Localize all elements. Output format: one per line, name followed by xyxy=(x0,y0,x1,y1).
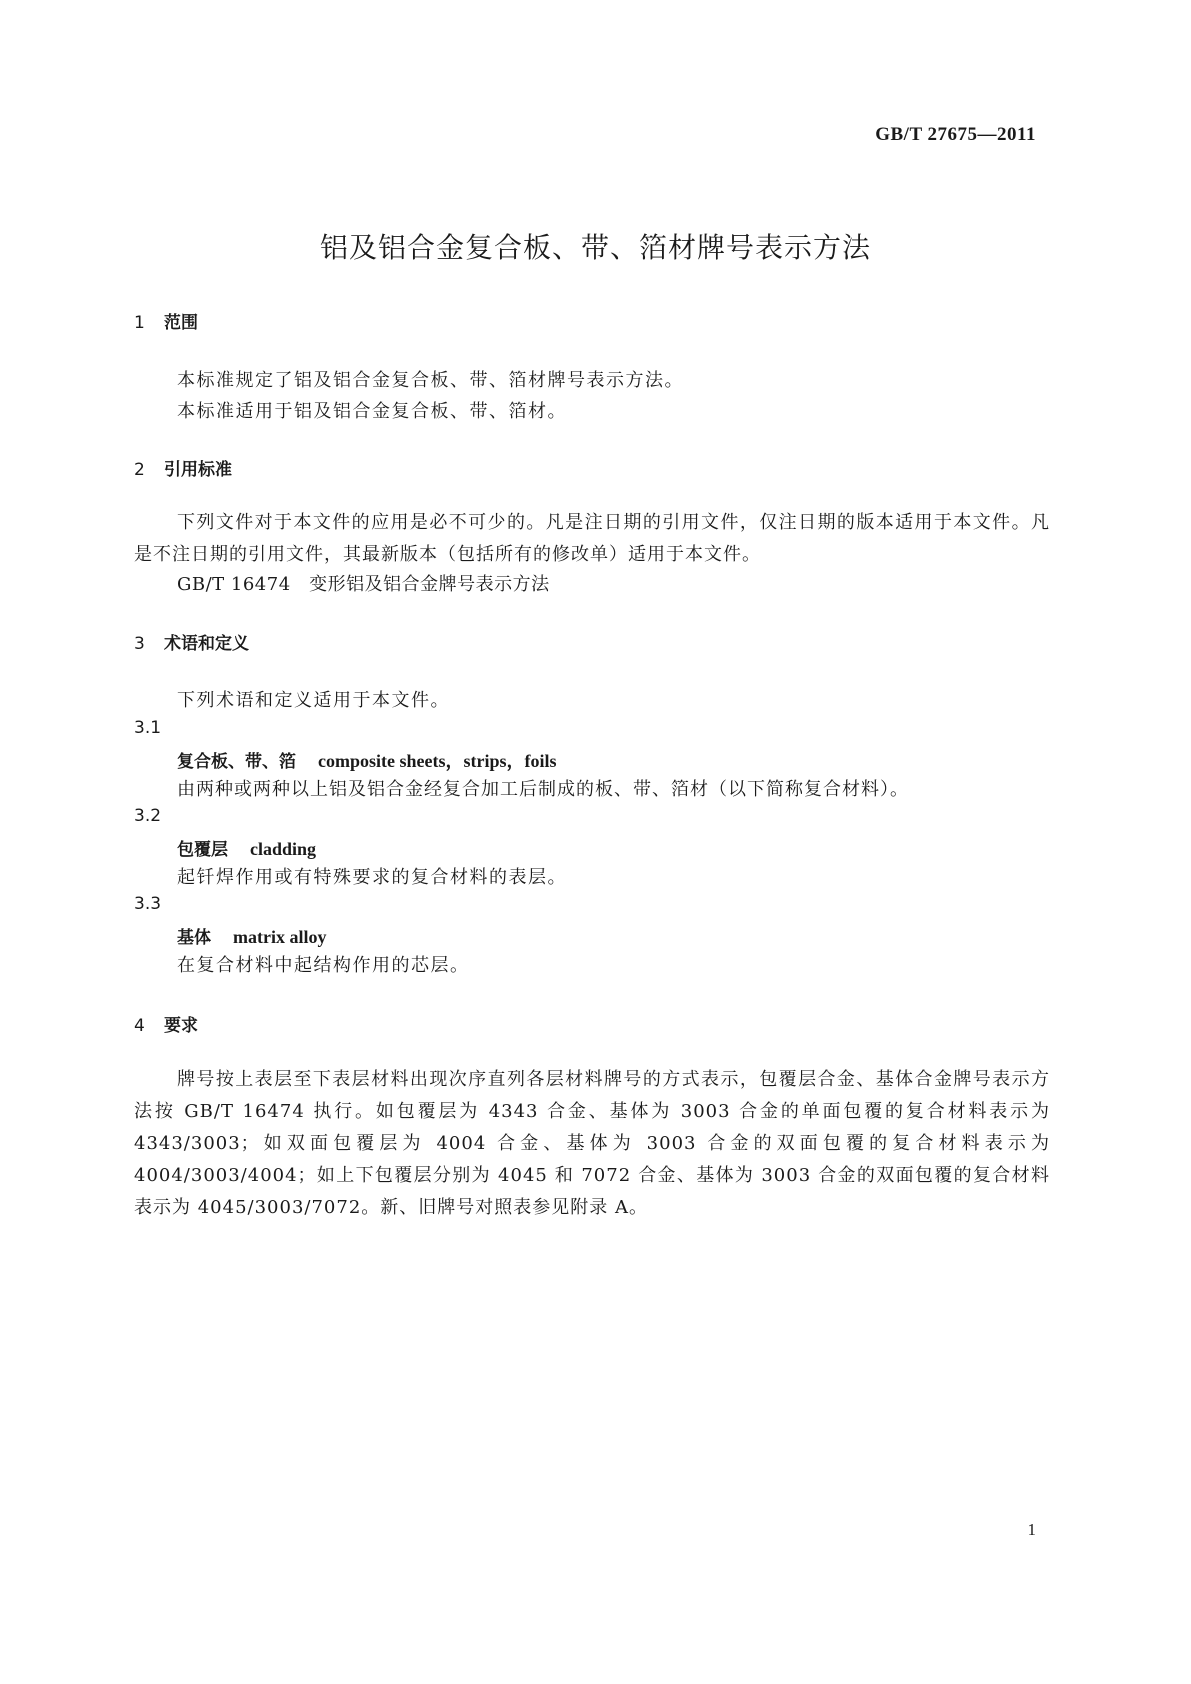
document-title: 铝及铝合金复合板、带、箔材牌号表示方法 xyxy=(319,231,871,264)
term-definition: 起钎焊作用或有特殊要求的复合材料的表层。 xyxy=(177,867,567,888)
paragraph: 本标准适用于铝及铝合金复合板、带、箔材。 xyxy=(177,401,567,422)
term-chinese: 复合板、带、箔 xyxy=(177,752,296,772)
term-number: 3.1 xyxy=(134,718,162,738)
section-3-heading xyxy=(134,629,249,654)
paragraph: 本标准规定了铝及铝合金复合板、带、箔材牌号表示方法。 xyxy=(177,370,684,391)
term-chinese: 包覆层 xyxy=(177,840,228,860)
paragraph: 下列术语和定义适用于本文件。 xyxy=(177,690,450,711)
section-number: 4 xyxy=(134,1016,145,1036)
section-4-heading xyxy=(134,1011,198,1036)
section-2-heading xyxy=(134,455,232,480)
term-entry xyxy=(177,747,556,773)
section-title: 引用标准 xyxy=(164,460,232,480)
section-title: 要求 xyxy=(164,1016,198,1036)
section-number: 3 xyxy=(134,634,145,654)
section-number: 2 xyxy=(134,460,145,480)
section-title: 术语和定义 xyxy=(164,634,249,654)
term-definition: 由两种或两种以上铝及铝合金经复合加工后制成的板、带、箔材（以下简称复合材料）。 xyxy=(177,779,909,800)
term-number: 3.3 xyxy=(134,894,162,914)
term-number: 3.2 xyxy=(134,806,162,826)
standard-code: GB/T 27675—2011 xyxy=(875,124,1036,145)
term-entry xyxy=(177,835,316,860)
normative-reference: GB/T 16474 变形铝及铝合金牌号表示方法 xyxy=(177,574,550,595)
term-definition: 在复合材料中起结构作用的芯层。 xyxy=(177,955,470,976)
section-1-heading xyxy=(134,308,198,333)
section-number: 1 xyxy=(134,313,145,333)
term-english: cladding xyxy=(250,839,317,859)
paragraph: 牌号按上表层至下表层材料出现次序直列各层材料牌号的方式表示，包覆层合金、基体合金牌号表示方法按 GB/T 16474 执行。如包覆层为 4343 合金、基体为 3003 合金的单面包覆的复合材料表示为 4343/3003；如双面包覆层为 4004 合金、基体为 3003 合金的双面包覆的复合材料表示为 4004/3003/4004；如上下包覆层分别为 4045 和 7072 合金、基体为 3003 合金的双面包覆的复合材料表示为 4045/3003/7072。新、旧牌号对照表参见附录 A。 xyxy=(134,1069,1050,1218)
page-number: 1 xyxy=(1027,1520,1036,1539)
term-entry xyxy=(177,923,326,948)
term-english: composite sheets，strips，foils xyxy=(318,751,557,771)
paragraph: 下列文件对于本文件的应用是必不可少的。凡是注日期的引用文件，仅注日期的版本适用于本文件。凡是不注日期的引用文件，其最新版本（包括所有的修改单）适用于本文件。 xyxy=(134,512,1050,565)
section-title: 范围 xyxy=(164,313,198,333)
term-english: matrix alloy xyxy=(233,927,327,947)
term-chinese: 基体 xyxy=(177,928,211,948)
